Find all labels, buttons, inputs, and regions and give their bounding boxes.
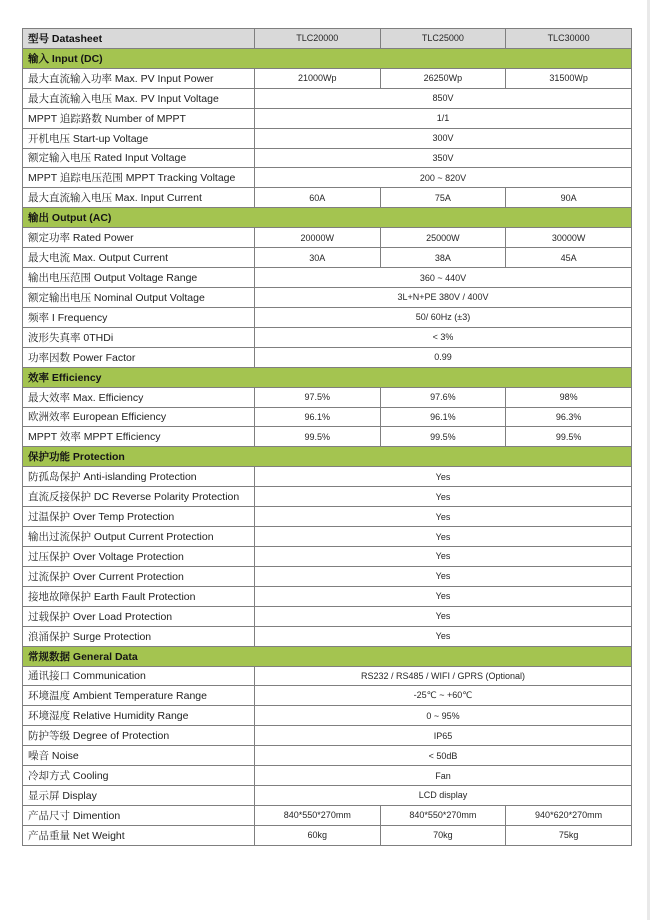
table-row (23, 108, 632, 128)
row-label: 欧洲效率 European Efficiency (23, 407, 255, 427)
row-label: 额定输入电压 Rated Input Voltage (23, 148, 255, 168)
row-value-merged: 850V (255, 88, 632, 108)
table-header-row (23, 29, 632, 49)
row-label: 防孤岛保护 Anti-islanding Protection (23, 467, 255, 487)
row-label: 过温保护 Over Temp Protection (23, 507, 255, 527)
datasheet-table-container (22, 28, 631, 846)
table-row (23, 566, 632, 586)
section-header-row (23, 48, 632, 68)
datasheet-table (22, 28, 632, 846)
section-header-row (23, 208, 632, 228)
row-value-merged: 0.99 (255, 347, 632, 367)
row-value-merged: Yes (255, 626, 632, 646)
table-row (23, 148, 632, 168)
row-value: 840*550*270mm (255, 805, 381, 825)
row-label: 直流反接保护 DC Reverse Polarity Protection (23, 487, 255, 507)
section-header: 效率 Efficiency (23, 367, 632, 387)
row-value: 21000Wp (255, 68, 381, 88)
row-label: MPPT 追踪路数 Number of MPPT (23, 108, 255, 128)
table-row (23, 347, 632, 367)
table-row (23, 507, 632, 527)
row-label: MPPT 效率 MPPT Efficiency (23, 427, 255, 447)
row-value: 20000W (255, 228, 381, 248)
row-value-merged: RS232 / RS485 / WIFI / GPRS (Optional) (255, 666, 632, 686)
row-value: 25000W (380, 228, 506, 248)
table-row (23, 427, 632, 447)
row-label: 浪涌保护 Surge Protection (23, 626, 255, 646)
row-value-merged: 350V (255, 148, 632, 168)
table-row (23, 307, 632, 327)
row-value: 97.5% (255, 387, 381, 407)
row-value-merged: Yes (255, 586, 632, 606)
section-header: 输入 Input (DC) (23, 48, 632, 68)
section-header-row (23, 447, 632, 467)
row-label: 最大直流输入电压 Max. PV Input Voltage (23, 88, 255, 108)
row-value-merged: Yes (255, 507, 632, 527)
table-row (23, 786, 632, 806)
row-value: 70kg (380, 825, 506, 845)
table-row (23, 407, 632, 427)
row-value-merged: Yes (255, 566, 632, 586)
row-value-merged: 360 ~ 440V (255, 268, 632, 288)
row-label: 产品重量 Net Weight (23, 825, 255, 845)
row-value-merged: 0 ~ 95% (255, 706, 632, 726)
row-value: 97.6% (380, 387, 506, 407)
row-label: 额定输出电压 Nominal Output Voltage (23, 287, 255, 307)
row-value-merged: Yes (255, 467, 632, 487)
row-label: 额定功率 Rated Power (23, 228, 255, 248)
table-row (23, 586, 632, 606)
row-label: 过流保护 Over Current Protection (23, 566, 255, 586)
table-row (23, 128, 632, 148)
row-label: 噪音 Noise (23, 746, 255, 766)
table-row (23, 88, 632, 108)
row-value: 75A (380, 188, 506, 208)
table-row (23, 746, 632, 766)
section-header: 常规数据 General Data (23, 646, 632, 666)
row-label: 冷却方式 Cooling (23, 766, 255, 786)
row-label: 输出过流保护 Output Current Protection (23, 527, 255, 547)
table-row (23, 825, 632, 845)
table-row (23, 387, 632, 407)
row-value: 99.5% (255, 427, 381, 447)
row-label: 频率 I Frequency (23, 307, 255, 327)
row-label: 最大电流 Max. Output Current (23, 248, 255, 268)
row-value-merged: IP65 (255, 726, 632, 746)
table-row (23, 168, 632, 188)
row-label: 通讯接口 Communication (23, 666, 255, 686)
row-value-merged: Yes (255, 606, 632, 626)
row-label: 环境湿度 Relative Humidity Range (23, 706, 255, 726)
row-label: 产品尺寸 Dimention (23, 805, 255, 825)
row-label: 最大效率 Max. Efficiency (23, 387, 255, 407)
table-row (23, 487, 632, 507)
table-row (23, 248, 632, 268)
table-row (23, 546, 632, 566)
row-label: 开机电压 Start-up Voltage (23, 128, 255, 148)
table-row (23, 327, 632, 347)
row-label: 过载保护 Over Load Protection (23, 606, 255, 626)
row-label: 波形失真率 0THDi (23, 327, 255, 347)
row-value: 45A (506, 248, 632, 268)
row-value-merged: Yes (255, 527, 632, 547)
row-value-merged: 200 ~ 820V (255, 168, 632, 188)
row-value-merged: Fan (255, 766, 632, 786)
section-header: 输出 Output (AC) (23, 208, 632, 228)
row-value: 840*550*270mm (380, 805, 506, 825)
row-value: 31500Wp (506, 68, 632, 88)
table-row (23, 268, 632, 288)
row-value-merged: Yes (255, 487, 632, 507)
table-row (23, 686, 632, 706)
row-value-merged: 3L+N+PE 380V / 400V (255, 287, 632, 307)
row-value-merged: 300V (255, 128, 632, 148)
table-row (23, 626, 632, 646)
row-value: 99.5% (506, 427, 632, 447)
row-label: 过压保护 Over Voltage Protection (23, 546, 255, 566)
table-row (23, 706, 632, 726)
header-model-cell: TLC25000 (380, 29, 506, 49)
row-value: 60A (255, 188, 381, 208)
header-label-cell: 型号 Datasheet (23, 29, 255, 49)
table-row (23, 467, 632, 487)
row-value: 96.3% (506, 407, 632, 427)
header-model-cell: TLC20000 (255, 29, 381, 49)
table-row (23, 228, 632, 248)
section-header: 保护功能 Protection (23, 447, 632, 467)
table-row (23, 606, 632, 626)
table-row (23, 666, 632, 686)
row-label: 输出电压范围 Output Voltage Range (23, 268, 255, 288)
section-header-row (23, 367, 632, 387)
row-value-merged: -25℃ ~ +60℃ (255, 686, 632, 706)
row-value-merged: < 3% (255, 327, 632, 347)
row-label: 最大直流输入电压 Max. Input Current (23, 188, 255, 208)
row-value-merged: LCD display (255, 786, 632, 806)
section-header-row (23, 646, 632, 666)
row-label: 接地故障保护 Earth Fault Protection (23, 586, 255, 606)
row-value: 96.1% (255, 407, 381, 427)
row-value: 75kg (506, 825, 632, 845)
row-label: 功率因数 Power Factor (23, 347, 255, 367)
table-row (23, 766, 632, 786)
row-value: 30A (255, 248, 381, 268)
table-row (23, 726, 632, 746)
row-value: 90A (506, 188, 632, 208)
row-value: 60kg (255, 825, 381, 845)
table-row (23, 287, 632, 307)
header-model-cell: TLC30000 (506, 29, 632, 49)
row-label: 最大直流输入功率 Max. PV Input Power (23, 68, 255, 88)
row-value: 940*620*270mm (506, 805, 632, 825)
row-value: 99.5% (380, 427, 506, 447)
row-value-merged: Yes (255, 546, 632, 566)
row-label: MPPT 追踪电压范围 MPPT Tracking Voltage (23, 168, 255, 188)
row-label: 防护等级 Degree of Protection (23, 726, 255, 746)
row-value-merged: < 50dB (255, 746, 632, 766)
row-value: 96.1% (380, 407, 506, 427)
row-value: 38A (380, 248, 506, 268)
table-row (23, 188, 632, 208)
row-value-merged: 50/ 60Hz (±3) (255, 307, 632, 327)
row-value: 30000W (506, 228, 632, 248)
table-row (23, 68, 632, 88)
table-row (23, 805, 632, 825)
row-label: 显示屏 Display (23, 786, 255, 806)
row-value: 26250Wp (380, 68, 506, 88)
row-value: 98% (506, 387, 632, 407)
row-label: 环境温度 Ambient Temperature Range (23, 686, 255, 706)
row-value-merged: 1/1 (255, 108, 632, 128)
table-row (23, 527, 632, 547)
